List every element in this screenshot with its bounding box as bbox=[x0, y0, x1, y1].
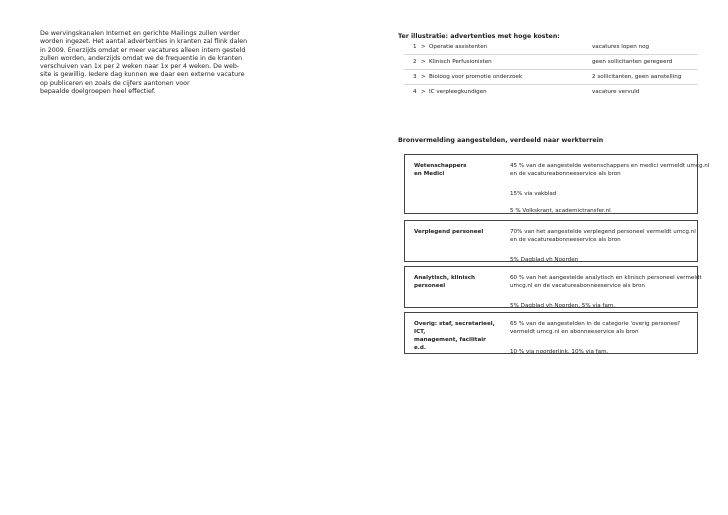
intro-line: in 2009. Enerzijds omdat er meer vacatures alleen intern gesteld bbox=[40, 46, 246, 54]
item-status: 2 sollicitanten, geen aanstelling bbox=[592, 74, 682, 80]
source-paragraph bbox=[510, 320, 692, 336]
item-status: vacature vervuld bbox=[592, 89, 640, 95]
item-number: 1 bbox=[413, 44, 417, 50]
item-name: Klinisch Perfusionisten bbox=[429, 59, 492, 65]
list-item bbox=[404, 85, 698, 99]
source-paragraph bbox=[510, 162, 710, 178]
category-line: Analytisch, klinisch personeel bbox=[414, 275, 476, 289]
source-paragraph bbox=[510, 302, 692, 310]
source-paragraph bbox=[510, 190, 692, 198]
source-line: en de vacatureabonneeservice als bron bbox=[510, 237, 621, 243]
source-box-scientists bbox=[404, 154, 710, 214]
category-line: management, facilitair e.d. bbox=[414, 337, 486, 351]
list-item bbox=[404, 40, 698, 55]
source-line: 65 % van de aangestelden in de categorie 'overig personeel' bbox=[510, 321, 681, 327]
source-line: umcg.nl en de vacatureabonneeservice als bron bbox=[510, 283, 645, 289]
item-name: IC verpleegkundigen bbox=[429, 89, 487, 95]
chevron-right-icon: > bbox=[421, 59, 426, 65]
intro-line: site is gewillig. Iedere dag kunnen we daar een externe vacature bbox=[40, 71, 245, 79]
source-line: 60 % van het aangestelde analytisch en klinisch personeel vermeldt bbox=[510, 275, 702, 281]
item-number: 2 bbox=[413, 59, 417, 65]
source-line: 45 % van de aangestelde wetenschappers en medici vermeldt umcg.nl bbox=[510, 163, 710, 169]
item-name: Bioloog voor promotie onderzoek bbox=[429, 74, 523, 80]
source-line: 10 % via noorderlink, 10% via fam. bbox=[510, 349, 609, 355]
intro-line: worden ingezet. Het aantal advertenties in kranten zal flink dalen bbox=[40, 38, 248, 46]
intro-line: op publiceren en zoals de cijfers aantonen voor bbox=[40, 79, 190, 87]
source-paragraph bbox=[510, 228, 696, 244]
item-name: Operatie assistenten bbox=[429, 44, 488, 50]
intro-line: verschuiven van 1x per 2 weken naar 1x per 4 weken. De web- bbox=[40, 63, 240, 71]
source-paragraph bbox=[510, 274, 702, 290]
source-line: 5% Dagblad vh Noorden, 5% via fam. bbox=[510, 303, 616, 309]
source-paragraph bbox=[510, 207, 692, 215]
source-text bbox=[510, 162, 710, 224]
item-status: vacatures lopen nog bbox=[592, 44, 650, 50]
category-label bbox=[414, 320, 498, 352]
intro-line: bepaalde doelgroepen heel effectief. bbox=[40, 88, 156, 96]
source-paragraph bbox=[510, 256, 692, 264]
list-item bbox=[404, 55, 698, 70]
intro-paragraph bbox=[40, 30, 248, 96]
chevron-right-icon: > bbox=[421, 44, 426, 50]
item-number: 4 bbox=[413, 89, 417, 95]
source-box-other bbox=[404, 312, 698, 354]
category-label bbox=[414, 274, 498, 290]
source-line: 5 % Volkskrant, academictransfer.nl bbox=[510, 208, 611, 214]
list-item bbox=[404, 70, 698, 85]
source-line: 70% van het aangestelde verplegend personeel vermeldt umcg.nl bbox=[510, 229, 696, 235]
category-label bbox=[414, 228, 498, 236]
category-line: Wetenschappers bbox=[414, 163, 467, 169]
source-text bbox=[510, 320, 692, 365]
costly-ads-list bbox=[404, 40, 698, 99]
source-box-nursing bbox=[404, 220, 698, 262]
item-number: 3 bbox=[413, 74, 417, 80]
sources-heading: Bronvermelding aangestelden, verdeeld naar werkterrein bbox=[398, 137, 604, 144]
category-label bbox=[414, 162, 498, 178]
source-line: en de vacatureabonneeservice als bron bbox=[510, 171, 621, 177]
source-box-analytical bbox=[404, 266, 702, 309]
intro-line: De wervingskanalen Internet en gerichte Mailings zullen verder bbox=[40, 30, 240, 37]
intro-line: zullen worden, anderzijds omdat we de frequentie in de kranten bbox=[40, 54, 243, 62]
category-line: en Medici bbox=[414, 171, 445, 177]
source-paragraph bbox=[510, 348, 692, 356]
source-line: vermeldt umcg.nl en abonneeservice als bron bbox=[510, 329, 639, 335]
chevron-right-icon: > bbox=[421, 74, 426, 80]
illustration-heading: Ter illustratie: advertenties met hoge kosten: bbox=[398, 33, 560, 40]
chevron-right-icon: > bbox=[421, 89, 426, 95]
source-line: 5% Dagblad vh Noorden bbox=[510, 257, 579, 263]
item-status: geen sollicitanten geregeerd bbox=[592, 59, 673, 65]
source-line: 15% via vakblad bbox=[510, 191, 557, 197]
category-line: Verplegend personeel bbox=[414, 229, 484, 235]
category-line: Overig: staf, secretarieel, ICT, bbox=[414, 321, 495, 335]
